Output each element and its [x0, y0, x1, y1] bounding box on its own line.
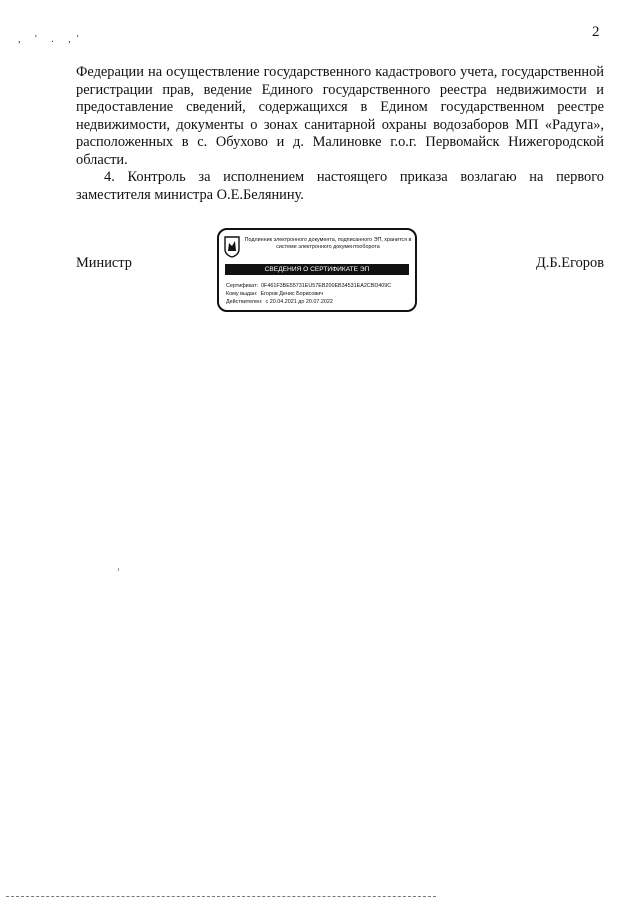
valid-value: с 20.04.2021 до 20.07.2022: [265, 299, 333, 305]
electronic-signature-stamp: [217, 228, 417, 312]
stamp-header: СВЕДЕНИЯ О СЕРТИФИКАТЕ ЭП: [225, 264, 409, 275]
page-number: 2: [592, 24, 600, 40]
issued-to-label: Кому выдан:: [226, 291, 258, 297]
footer-scan-line: [6, 896, 436, 897]
document-body: [76, 64, 604, 204]
scan-mark: [118, 568, 119, 571]
issued-to-value: Егоров Денис Борисович: [260, 291, 324, 297]
coat-of-arms-icon: [224, 236, 240, 258]
scan-specks: , ' . ,': [18, 34, 85, 45]
stamp-note: Подлинник электронного документа, подписанного ЭП, хранится в системе электронного документооборота: [244, 237, 412, 250]
certificate-row: [226, 283, 410, 289]
signatory-name: Д.Б.Егоров: [536, 255, 604, 271]
certificate-label: Сертификат:: [226, 283, 259, 289]
signatory-title: Министр: [76, 255, 132, 271]
issued-to-row: [226, 291, 410, 297]
paragraph-control: 4. Контроль за исполнением настоящего приказа возлагаю на первого заместителя министра О.Е.Белянину.: [76, 169, 604, 203]
valid-row: [226, 299, 410, 305]
paragraph-continuation: Федерации на осуществление государственного кадастрового учета, государственной регистрации прав, ведение Единого государственного реестра недвижимости и предоставление сведений, содержащихся в Едином государственном реестре недвижимости, документы о зонах санитарной охраны водозаборов МП «Радуга», расположенных в с. Обухово и д. Малиновке г.о.г. Первомайск Нижегородской области.: [76, 64, 604, 168]
certificate-value: 0F461F3BE55731EU57EB200EB34531EA2CBD409C: [261, 283, 392, 289]
valid-label: Действителен:: [226, 299, 263, 305]
